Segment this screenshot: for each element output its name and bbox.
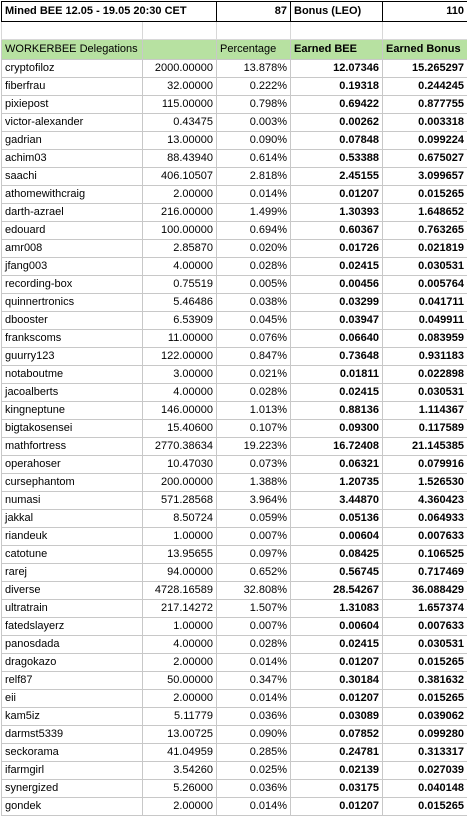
blank-row bbox=[2, 22, 467, 40]
percentage-cell[interactable]: 0.014% bbox=[217, 798, 291, 816]
earned-bonus-cell[interactable]: 0.030531 bbox=[383, 258, 467, 276]
amount-cell[interactable]: 10.47030 bbox=[143, 456, 217, 474]
empty-cell[interactable] bbox=[291, 22, 383, 40]
delegator-cell[interactable]: operahoser bbox=[2, 456, 143, 474]
percentage-cell[interactable]: 0.652% bbox=[217, 564, 291, 582]
earned-bonus-cell[interactable]: 0.022898 bbox=[383, 366, 467, 384]
percentage-cell[interactable]: 0.003% bbox=[217, 114, 291, 132]
earned-bonus-cell[interactable]: 1.114367 bbox=[383, 402, 467, 420]
amount-cell[interactable]: 2.00000 bbox=[143, 186, 217, 204]
delegator-cell[interactable]: edouard bbox=[2, 222, 143, 240]
delegator-cell[interactable]: saachi bbox=[2, 168, 143, 186]
amount-cell[interactable]: 216.00000 bbox=[143, 204, 217, 222]
delegator-cell[interactable]: gondek bbox=[2, 798, 143, 816]
earned-bonus-cell[interactable]: 0.003318 bbox=[383, 114, 467, 132]
percentage-cell[interactable]: 0.045% bbox=[217, 312, 291, 330]
amount-cell[interactable]: 4728.16589 bbox=[143, 582, 217, 600]
percentage-cell[interactable]: 0.025% bbox=[217, 762, 291, 780]
amount-cell[interactable]: 2.85870 bbox=[143, 240, 217, 258]
delegator-cell[interactable]: rarej bbox=[2, 564, 143, 582]
header-earned-bee[interactable]: Earned BEE bbox=[291, 40, 383, 60]
earned-bonus-cell[interactable]: 0.030531 bbox=[383, 384, 467, 402]
earned-bonus-cell[interactable]: 1.648652 bbox=[383, 204, 467, 222]
earned-bonus-cell[interactable]: 0.064933 bbox=[383, 510, 467, 528]
table-row bbox=[2, 510, 467, 528]
earned-bonus-cell[interactable]: 0.244245 bbox=[383, 78, 467, 96]
earned-bonus-cell[interactable]: 0.049911 bbox=[383, 312, 467, 330]
earned-bee-cell[interactable]: 0.02415 bbox=[291, 636, 383, 654]
table-row bbox=[2, 402, 467, 420]
percentage-cell[interactable]: 1.499% bbox=[217, 204, 291, 222]
amount-cell[interactable]: 2000.00000 bbox=[143, 60, 217, 78]
earned-bee-cell[interactable]: 0.07848 bbox=[291, 132, 383, 150]
delegator-cell[interactable]: jacoalberts bbox=[2, 384, 143, 402]
earned-bee-cell[interactable]: 0.09300 bbox=[291, 420, 383, 438]
earned-bee-cell[interactable]: 0.01811 bbox=[291, 366, 383, 384]
earned-bonus-cell[interactable]: 0.007633 bbox=[383, 528, 467, 546]
percentage-cell[interactable]: 1.507% bbox=[217, 600, 291, 618]
percentage-cell[interactable]: 32.808% bbox=[217, 582, 291, 600]
delegator-cell[interactable]: jfang003 bbox=[2, 258, 143, 276]
delegator-cell[interactable]: guurry123 bbox=[2, 348, 143, 366]
table-row bbox=[2, 348, 467, 366]
table-row bbox=[2, 726, 467, 744]
earned-bonus-cell[interactable]: 21.145385 bbox=[383, 438, 467, 456]
delegator-cell[interactable]: cryptofiloz bbox=[2, 60, 143, 78]
delegator-cell[interactable]: athomewithcraig bbox=[2, 186, 143, 204]
percentage-cell[interactable]: 0.036% bbox=[217, 708, 291, 726]
table-row bbox=[2, 240, 467, 258]
delegator-cell[interactable]: amr008 bbox=[2, 240, 143, 258]
amount-cell[interactable]: 115.00000 bbox=[143, 96, 217, 114]
table-row bbox=[2, 546, 467, 564]
earned-bonus-cell[interactable]: 0.381632 bbox=[383, 672, 467, 690]
earned-bee-cell[interactable]: 0.03089 bbox=[291, 708, 383, 726]
table-row bbox=[2, 618, 467, 636]
header-earned-bonus[interactable]: Earned Bonus bbox=[383, 40, 467, 60]
earned-bonus-cell[interactable]: 0.717469 bbox=[383, 564, 467, 582]
earned-bonus-cell[interactable]: 0.877755 bbox=[383, 96, 467, 114]
earned-bee-cell[interactable]: 16.72408 bbox=[291, 438, 383, 456]
table-row bbox=[2, 528, 467, 546]
earned-bonus-cell[interactable]: 0.027039 bbox=[383, 762, 467, 780]
delegator-cell[interactable]: ultratrain bbox=[2, 600, 143, 618]
earned-bee-cell[interactable]: 0.01207 bbox=[291, 186, 383, 204]
earned-bonus-cell[interactable]: 0.079916 bbox=[383, 456, 467, 474]
percentage-cell[interactable]: 0.090% bbox=[217, 726, 291, 744]
amount-cell[interactable]: 11.00000 bbox=[143, 330, 217, 348]
earned-bonus-cell[interactable]: 0.039062 bbox=[383, 708, 467, 726]
delegator-cell[interactable]: synergized bbox=[2, 780, 143, 798]
amount-cell[interactable]: 6.53909 bbox=[143, 312, 217, 330]
table-row bbox=[2, 744, 467, 762]
percentage-cell[interactable]: 0.107% bbox=[217, 420, 291, 438]
amount-cell[interactable]: 4.00000 bbox=[143, 384, 217, 402]
percentage-cell[interactable]: 0.020% bbox=[217, 240, 291, 258]
delegator-cell[interactable]: bigtakosensei bbox=[2, 420, 143, 438]
mined-label[interactable]: Mined BEE 12.05 - 19.05 20:30 CET bbox=[2, 2, 217, 22]
amount-cell[interactable]: 15.40600 bbox=[143, 420, 217, 438]
earned-bee-cell[interactable]: 0.19318 bbox=[291, 78, 383, 96]
earned-bee-cell[interactable]: 0.60367 bbox=[291, 222, 383, 240]
table-row bbox=[2, 204, 467, 222]
earned-bee-cell[interactable]: 0.73648 bbox=[291, 348, 383, 366]
earned-bee-cell[interactable]: 0.08425 bbox=[291, 546, 383, 564]
delegator-cell[interactable]: notaboutme bbox=[2, 366, 143, 384]
delegator-cell[interactable]: fatedslayerz bbox=[2, 618, 143, 636]
earned-bee-cell[interactable]: 0.01207 bbox=[291, 654, 383, 672]
table-row bbox=[2, 114, 467, 132]
table-row bbox=[2, 654, 467, 672]
delegator-cell[interactable]: darmst5339 bbox=[2, 726, 143, 744]
amount-cell[interactable]: 571.28568 bbox=[143, 492, 217, 510]
earned-bee-cell[interactable]: 0.06640 bbox=[291, 330, 383, 348]
delegator-cell[interactable]: catotune bbox=[2, 546, 143, 564]
delegator-cell[interactable]: cursephantom bbox=[2, 474, 143, 492]
table-row bbox=[2, 96, 467, 114]
amount-cell[interactable]: 94.00000 bbox=[143, 564, 217, 582]
amount-cell[interactable]: 122.00000 bbox=[143, 348, 217, 366]
delegator-cell[interactable]: kingneptune bbox=[2, 402, 143, 420]
earned-bonus-cell[interactable]: 0.021819 bbox=[383, 240, 467, 258]
earned-bee-cell[interactable]: 0.05136 bbox=[291, 510, 383, 528]
empty-cell[interactable] bbox=[217, 22, 291, 40]
delegator-cell[interactable]: jakkal bbox=[2, 510, 143, 528]
table-row bbox=[2, 420, 467, 438]
amount-cell[interactable]: 200.00000 bbox=[143, 474, 217, 492]
table-row bbox=[2, 294, 467, 312]
delegator-cell[interactable]: dragokazo bbox=[2, 654, 143, 672]
earned-bonus-cell[interactable]: 0.007633 bbox=[383, 618, 467, 636]
table-row bbox=[2, 438, 467, 456]
column-header-row bbox=[2, 40, 467, 60]
earned-bonus-cell[interactable]: 0.313317 bbox=[383, 744, 467, 762]
percentage-cell[interactable]: 0.614% bbox=[217, 150, 291, 168]
table-row bbox=[2, 780, 467, 798]
percentage-cell[interactable]: 0.028% bbox=[217, 384, 291, 402]
amount-cell[interactable]: 13.00725 bbox=[143, 726, 217, 744]
table-row bbox=[2, 636, 467, 654]
percentage-cell[interactable]: 0.076% bbox=[217, 330, 291, 348]
earned-bonus-cell[interactable]: 0.015265 bbox=[383, 690, 467, 708]
earned-bonus-cell[interactable]: 1.526530 bbox=[383, 474, 467, 492]
earned-bonus-cell[interactable]: 0.099280 bbox=[383, 726, 467, 744]
earned-bee-cell[interactable]: 0.88136 bbox=[291, 402, 383, 420]
amount-cell[interactable]: 2770.38634 bbox=[143, 438, 217, 456]
table-row bbox=[2, 366, 467, 384]
mined-value[interactable]: 87 bbox=[217, 2, 291, 22]
percentage-cell[interactable]: 0.028% bbox=[217, 636, 291, 654]
earned-bee-cell[interactable]: 0.01207 bbox=[291, 798, 383, 816]
amount-cell[interactable]: 5.11779 bbox=[143, 708, 217, 726]
percentage-cell[interactable]: 0.014% bbox=[217, 186, 291, 204]
table-row bbox=[2, 492, 467, 510]
delegator-cell[interactable]: diverse bbox=[2, 582, 143, 600]
summary-row bbox=[2, 2, 467, 22]
table-row bbox=[2, 564, 467, 582]
header-amount[interactable] bbox=[143, 40, 217, 60]
earned-bonus-cell[interactable]: 36.088429 bbox=[383, 582, 467, 600]
earned-bonus-cell[interactable]: 0.675027 bbox=[383, 150, 467, 168]
delegations-sheet bbox=[1, 1, 467, 816]
bonus-value[interactable]: 110 bbox=[383, 2, 467, 22]
amount-cell[interactable]: 146.00000 bbox=[143, 402, 217, 420]
percentage-cell[interactable]: 0.694% bbox=[217, 222, 291, 240]
percentage-cell[interactable]: 0.097% bbox=[217, 546, 291, 564]
empty-cell[interactable] bbox=[383, 22, 467, 40]
table-row bbox=[2, 276, 467, 294]
header-delegator[interactable]: WORKERBEE Delegations bbox=[2, 40, 143, 60]
amount-cell[interactable]: 100.00000 bbox=[143, 222, 217, 240]
amount-cell[interactable]: 3.00000 bbox=[143, 366, 217, 384]
amount-cell[interactable]: 8.50724 bbox=[143, 510, 217, 528]
earned-bee-cell[interactable]: 0.02415 bbox=[291, 258, 383, 276]
table-row bbox=[2, 384, 467, 402]
delegator-cell[interactable]: fiberfrau bbox=[2, 78, 143, 96]
delegator-cell[interactable]: kam5iz bbox=[2, 708, 143, 726]
delegator-cell[interactable]: seckorama bbox=[2, 744, 143, 762]
earned-bee-cell[interactable]: 0.56745 bbox=[291, 564, 383, 582]
earned-bee-cell[interactable]: 28.54267 bbox=[291, 582, 383, 600]
table-row bbox=[2, 168, 467, 186]
empty-cell[interactable] bbox=[143, 22, 217, 40]
table-row bbox=[2, 798, 467, 816]
earned-bonus-cell[interactable]: 0.041711 bbox=[383, 294, 467, 312]
earned-bonus-cell[interactable]: 1.657374 bbox=[383, 600, 467, 618]
percentage-cell[interactable]: 0.038% bbox=[217, 294, 291, 312]
percentage-cell[interactable]: 0.090% bbox=[217, 132, 291, 150]
earned-bee-cell[interactable]: 0.24781 bbox=[291, 744, 383, 762]
bonus-label[interactable]: Bonus (LEO) bbox=[291, 2, 383, 22]
amount-cell[interactable]: 41.04959 bbox=[143, 744, 217, 762]
earned-bonus-cell[interactable]: 3.099657 bbox=[383, 168, 467, 186]
earned-bonus-cell[interactable]: 0.106525 bbox=[383, 546, 467, 564]
percentage-cell[interactable]: 0.798% bbox=[217, 96, 291, 114]
amount-cell[interactable]: 217.14272 bbox=[143, 600, 217, 618]
earned-bonus-cell[interactable]: 15.265297 bbox=[383, 60, 467, 78]
percentage-cell[interactable]: 0.036% bbox=[217, 780, 291, 798]
earned-bee-cell[interactable]: 0.03175 bbox=[291, 780, 383, 798]
earned-bee-cell[interactable]: 12.07346 bbox=[291, 60, 383, 78]
empty-cell[interactable] bbox=[2, 22, 143, 40]
amount-cell[interactable]: 2.00000 bbox=[143, 690, 217, 708]
percentage-cell[interactable]: 3.964% bbox=[217, 492, 291, 510]
delegator-cell[interactable]: quinnertronics bbox=[2, 294, 143, 312]
table-row bbox=[2, 150, 467, 168]
earned-bonus-cell[interactable]: 0.015265 bbox=[383, 798, 467, 816]
earned-bee-cell[interactable]: 0.69422 bbox=[291, 96, 383, 114]
delegator-cell[interactable]: ifarmgirl bbox=[2, 762, 143, 780]
earned-bonus-cell[interactable]: 0.015265 bbox=[383, 186, 467, 204]
table-row bbox=[2, 672, 467, 690]
delegator-cell[interactable]: relf87 bbox=[2, 672, 143, 690]
earned-bee-cell[interactable]: 0.00262 bbox=[291, 114, 383, 132]
earned-bee-cell[interactable]: 0.00604 bbox=[291, 618, 383, 636]
earned-bee-cell[interactable]: 0.03299 bbox=[291, 294, 383, 312]
amount-cell[interactable]: 88.43940 bbox=[143, 150, 217, 168]
percentage-cell[interactable]: 0.007% bbox=[217, 528, 291, 546]
earned-bee-cell[interactable]: 0.00456 bbox=[291, 276, 383, 294]
earned-bonus-cell[interactable]: 0.015265 bbox=[383, 654, 467, 672]
table-row bbox=[2, 690, 467, 708]
header-percentage[interactable]: Percentage bbox=[217, 40, 291, 60]
earned-bee-cell[interactable]: 0.06321 bbox=[291, 456, 383, 474]
table-row bbox=[2, 132, 467, 150]
earned-bee-cell[interactable]: 3.44870 bbox=[291, 492, 383, 510]
earned-bee-cell[interactable]: 2.45155 bbox=[291, 168, 383, 186]
delegator-cell[interactable]: darth-azrael bbox=[2, 204, 143, 222]
table-row bbox=[2, 222, 467, 240]
percentage-cell[interactable]: 1.013% bbox=[217, 402, 291, 420]
earned-bee-cell[interactable]: 0.30184 bbox=[291, 672, 383, 690]
delegator-cell[interactable]: victor-alexander bbox=[2, 114, 143, 132]
delegator-cell[interactable]: recording-box bbox=[2, 276, 143, 294]
table-row bbox=[2, 708, 467, 726]
amount-cell[interactable]: 50.00000 bbox=[143, 672, 217, 690]
earned-bee-cell[interactable]: 0.01207 bbox=[291, 690, 383, 708]
percentage-cell[interactable]: 0.021% bbox=[217, 366, 291, 384]
table-row bbox=[2, 186, 467, 204]
table-row bbox=[2, 582, 467, 600]
percentage-cell[interactable]: 0.007% bbox=[217, 618, 291, 636]
amount-cell[interactable]: 1.00000 bbox=[143, 618, 217, 636]
percentage-cell[interactable]: 1.388% bbox=[217, 474, 291, 492]
delegator-cell[interactable]: eii bbox=[2, 690, 143, 708]
delegator-cell[interactable]: gadrian bbox=[2, 132, 143, 150]
percentage-cell[interactable]: 19.223% bbox=[217, 438, 291, 456]
table-row bbox=[2, 258, 467, 276]
amount-cell[interactable]: 2.00000 bbox=[143, 798, 217, 816]
table-row bbox=[2, 78, 467, 96]
earned-bonus-cell[interactable]: 0.763265 bbox=[383, 222, 467, 240]
amount-cell[interactable]: 3.54260 bbox=[143, 762, 217, 780]
percentage-cell[interactable]: 0.059% bbox=[217, 510, 291, 528]
percentage-cell[interactable]: 0.014% bbox=[217, 690, 291, 708]
percentage-cell[interactable]: 0.347% bbox=[217, 672, 291, 690]
table-row bbox=[2, 456, 467, 474]
earned-bee-cell[interactable]: 0.00604 bbox=[291, 528, 383, 546]
earned-bee-cell[interactable]: 0.53388 bbox=[291, 150, 383, 168]
earned-bonus-cell[interactable]: 0.117589 bbox=[383, 420, 467, 438]
earned-bee-cell[interactable]: 0.03947 bbox=[291, 312, 383, 330]
amount-cell[interactable]: 5.46486 bbox=[143, 294, 217, 312]
percentage-cell[interactable]: 2.818% bbox=[217, 168, 291, 186]
amount-cell[interactable]: 4.00000 bbox=[143, 258, 217, 276]
delegator-cell[interactable]: achim03 bbox=[2, 150, 143, 168]
delegator-cell[interactable]: numasi bbox=[2, 492, 143, 510]
earned-bee-cell[interactable]: 1.20735 bbox=[291, 474, 383, 492]
earned-bonus-cell[interactable]: 0.030531 bbox=[383, 636, 467, 654]
earned-bonus-cell[interactable]: 0.931183 bbox=[383, 348, 467, 366]
percentage-cell[interactable]: 0.073% bbox=[217, 456, 291, 474]
percentage-cell[interactable]: 0.847% bbox=[217, 348, 291, 366]
table-row bbox=[2, 312, 467, 330]
amount-cell[interactable]: 2.00000 bbox=[143, 654, 217, 672]
percentage-cell[interactable]: 13.878% bbox=[217, 60, 291, 78]
earned-bee-cell[interactable]: 1.30393 bbox=[291, 204, 383, 222]
earned-bonus-cell[interactable]: 4.360423 bbox=[383, 492, 467, 510]
table-row bbox=[2, 474, 467, 492]
earned-bonus-cell[interactable]: 0.040148 bbox=[383, 780, 467, 798]
earned-bee-cell[interactable]: 1.31083 bbox=[291, 600, 383, 618]
amount-cell[interactable]: 406.10507 bbox=[143, 168, 217, 186]
amount-cell[interactable]: 32.00000 bbox=[143, 78, 217, 96]
amount-cell[interactable]: 13.95655 bbox=[143, 546, 217, 564]
percentage-cell[interactable]: 0.005% bbox=[217, 276, 291, 294]
amount-cell[interactable]: 0.43475 bbox=[143, 114, 217, 132]
earned-bonus-cell[interactable]: 0.099224 bbox=[383, 132, 467, 150]
earned-bonus-cell[interactable]: 0.005764 bbox=[383, 276, 467, 294]
table-row bbox=[2, 762, 467, 780]
percentage-cell[interactable]: 0.285% bbox=[217, 744, 291, 762]
delegator-cell[interactable]: mathfortress bbox=[2, 438, 143, 456]
earned-bee-cell[interactable]: 0.01726 bbox=[291, 240, 383, 258]
earned-bonus-cell[interactable]: 0.083959 bbox=[383, 330, 467, 348]
delegator-cell[interactable]: frankscoms bbox=[2, 330, 143, 348]
percentage-cell[interactable]: 0.014% bbox=[217, 654, 291, 672]
earned-bee-cell[interactable]: 0.02415 bbox=[291, 384, 383, 402]
table-row bbox=[2, 60, 467, 78]
percentage-cell[interactable]: 0.028% bbox=[217, 258, 291, 276]
table-row bbox=[2, 330, 467, 348]
delegator-cell[interactable]: riandeuk bbox=[2, 528, 143, 546]
amount-cell[interactable]: 5.26000 bbox=[143, 780, 217, 798]
delegator-cell[interactable]: pixiepost bbox=[2, 96, 143, 114]
earned-bee-cell[interactable]: 0.07852 bbox=[291, 726, 383, 744]
delegator-cell[interactable]: dbooster bbox=[2, 312, 143, 330]
amount-cell[interactable]: 0.75519 bbox=[143, 276, 217, 294]
delegator-cell[interactable]: panosdada bbox=[2, 636, 143, 654]
amount-cell[interactable]: 4.00000 bbox=[143, 636, 217, 654]
earned-bee-cell[interactable]: 0.02139 bbox=[291, 762, 383, 780]
amount-cell[interactable]: 1.00000 bbox=[143, 528, 217, 546]
percentage-cell[interactable]: 0.222% bbox=[217, 78, 291, 96]
table-row bbox=[2, 600, 467, 618]
amount-cell[interactable]: 13.00000 bbox=[143, 132, 217, 150]
